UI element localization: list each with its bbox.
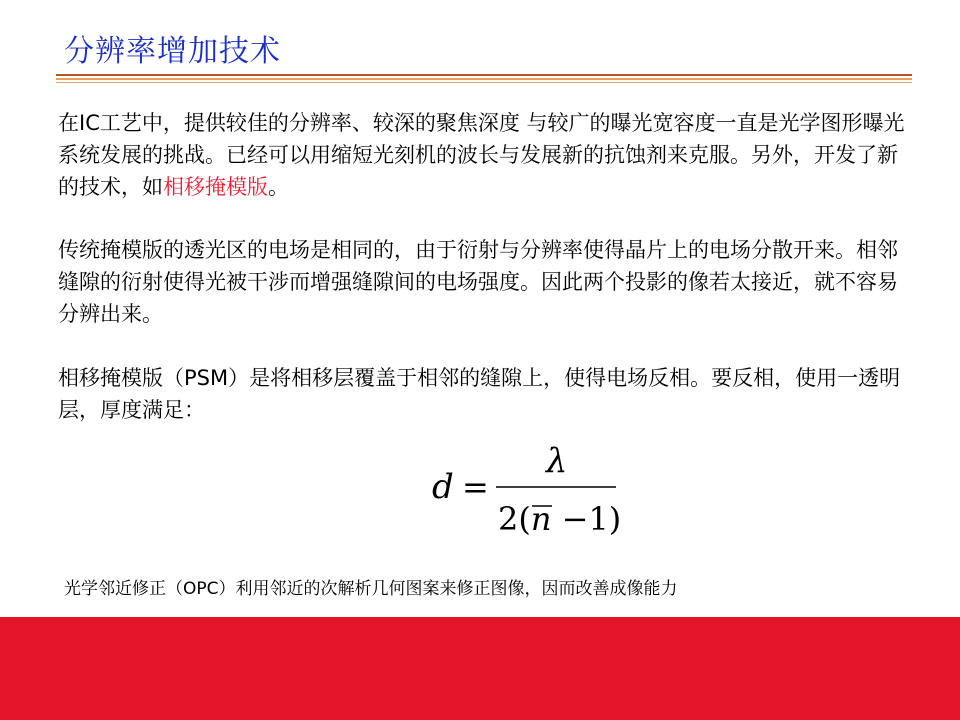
- formula-den-var: n: [530, 500, 552, 538]
- paragraph-intro-tail: 。: [268, 175, 289, 199]
- title-rule-middle: [56, 78, 912, 80]
- formula-den-rest: −1): [551, 500, 622, 538]
- title-rule-top: [56, 74, 912, 76]
- footer-bar: [0, 617, 960, 720]
- paragraph-intro-lead: 在IC工艺中，提供较佳的分辨率、较深的聚焦深度 与较广的曝光宽容度一直是光学图形曝光系统发展的挑战。已经可以用缩短光刻机的波长与发展新的抗蚀剂来克服。另外，开发了新的技术，如: [58, 111, 905, 199]
- formula-svg: [420, 440, 640, 540]
- paragraph-diffraction: 传统掩模版的透光区的电场是相同的，由于衍射与分辨率使得晶片上的电场分散开来。相邻缝隙的衍射使得光被干涉而增强缝隙间的电场强度。因此两个投影的像若太接近，就不容易分辨出来。: [58, 238, 898, 326]
- formula-numerator: λ: [546, 441, 568, 481]
- title-rule-bottom: [56, 82, 912, 83]
- paragraph-intro: [58, 107, 908, 203]
- opc-note: 光学邻近修正（OPC）利用邻近的次解析几何图案来修正图像，因而改善成像能力: [64, 579, 678, 599]
- formula-lhs: d: [432, 467, 454, 507]
- formula-equals: =: [462, 468, 489, 506]
- slide-title: 分辨率增加技术: [64, 34, 281, 69]
- thickness-formula: [420, 440, 640, 540]
- formula-denominator: [498, 500, 621, 538]
- paragraph-psm: 相移掩模版（PSM）是将相移层覆盖于相邻的缝隙上，使得电场反相。要反相，使用一透明层，厚度满足：: [58, 366, 901, 422]
- formula-den-coef: 2(: [498, 500, 531, 538]
- highlight-phase-shift-mask: 相移掩模版: [163, 175, 268, 199]
